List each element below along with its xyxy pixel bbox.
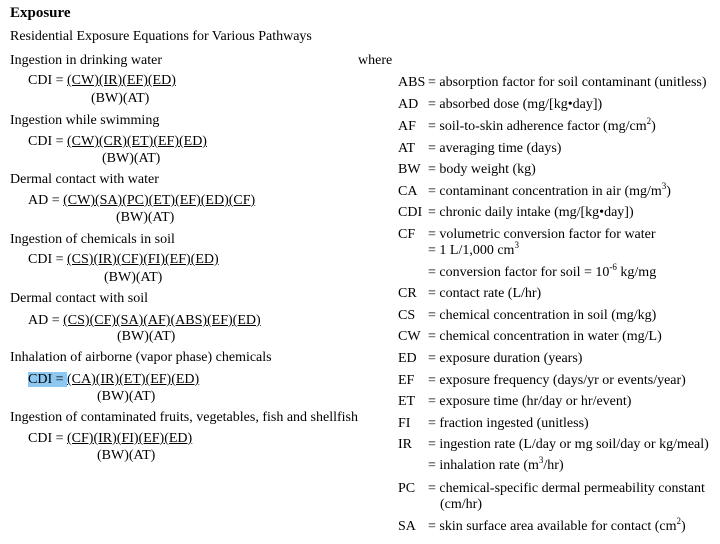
- def-abbr: ED: [398, 351, 417, 366]
- eq-formula: [28, 252, 219, 268]
- def-text: [428, 516, 686, 535]
- def-abbr: CW: [398, 329, 421, 344]
- eq-numerator: (CW)(IR)(EF)(ED): [67, 73, 176, 88]
- def-text: = absorption factor for soil contaminant (unitless): [428, 75, 707, 90]
- def-text: [428, 455, 564, 474]
- eq-label: Dermal contact with soil: [10, 291, 149, 306]
- eq-label: Ingestion of chemicals in soil: [10, 232, 175, 247]
- def-text-line2: [428, 240, 519, 259]
- eq-lhs: CDI =: [28, 134, 68, 149]
- eq-label: Inhalation of airborne (vapor phase) chemicals: [10, 350, 272, 365]
- eq-lhs: AD =: [28, 313, 64, 328]
- def-abbr: AT: [398, 141, 416, 156]
- eq-numerator: (CF)(IR)(FI)(EF)(ED): [67, 431, 193, 446]
- eq-denominator: (BW)(AT): [91, 91, 150, 106]
- eq-denominator: (BW)(AT): [117, 329, 176, 344]
- eq-denominator: (BW)(AT): [104, 270, 163, 285]
- def-text-after: ): [651, 119, 656, 134]
- def-text-main: = inhalation rate (m: [428, 458, 539, 473]
- def-text-main: = soil-to-skin adherence factor (mg/cm: [428, 119, 647, 134]
- def-text-line2-main: = 1 L/1,000 cm: [428, 243, 515, 258]
- eq-formula: [28, 431, 192, 447]
- def-text: [428, 116, 656, 135]
- def-text-after: /hr): [543, 458, 564, 473]
- eq-formula: [28, 73, 176, 89]
- eq-lhs: CDI =: [28, 73, 68, 88]
- def-text: = ingestion rate (L/day or mg soil/day or kg/meal): [428, 437, 709, 452]
- def-text: = volumetric conversion factor for water: [428, 227, 656, 242]
- where-label: where: [358, 53, 393, 68]
- def-text: = chemical-specific dermal permeability constant: [428, 481, 705, 496]
- def-abbr: CDI: [398, 205, 423, 220]
- eq-numerator: (CS)(CF)(SA)(AF)(ABS)(EF)(ED): [63, 313, 261, 328]
- def-text: = chemical concentration in soil (mg/kg): [428, 308, 657, 323]
- def-text-main: = contaminant concentration in air (mg/m: [428, 184, 662, 199]
- def-sup: 3: [661, 181, 667, 191]
- eq-denominator: (BW)(AT): [97, 389, 156, 404]
- def-abbr: CA: [398, 184, 418, 199]
- def-text: = averaging time (days): [428, 141, 562, 156]
- def-text: = chemical concentration in water (mg/L): [428, 329, 662, 344]
- def-sup: -6: [609, 262, 617, 272]
- def-abbr: CR: [398, 286, 417, 301]
- eq-formula: [28, 313, 261, 329]
- eq-denominator: (BW)(AT): [97, 448, 156, 463]
- section-heading: Exposure: [10, 5, 71, 21]
- def-text: = exposure duration (years): [428, 351, 583, 366]
- eq-numerator: (CA)(IR)(ET)(EF)(ED): [67, 372, 200, 387]
- section-subheading: Residential Exposure Equations for Various Pathways: [10, 29, 312, 44]
- def-abbr: CS: [398, 308, 416, 323]
- def-abbr: AD: [398, 97, 419, 112]
- eq-numerator: (CW)(CR)(ET)(EF)(ED): [67, 134, 207, 149]
- def-sup: 3: [514, 240, 519, 250]
- eq-numerator: (CS)(IR)(CF)(FI)(EF)(ED): [67, 252, 219, 267]
- def-text-main: = conversion factor for soil = 10: [428, 265, 610, 280]
- def-text: = chronic daily intake (mg/[kg•day]): [428, 205, 634, 220]
- eq-formula: [28, 372, 199, 388]
- def-abbr: ABS: [398, 75, 426, 90]
- def-sup: 2: [676, 516, 681, 526]
- def-text-line2: (cm/hr): [440, 497, 482, 512]
- eq-label: Ingestion while swimming: [10, 113, 160, 128]
- def-text: = absorbed dose (mg/[kg•day]): [428, 97, 603, 112]
- def-text: = exposure frequency (days/yr or events/year): [428, 373, 686, 388]
- def-text-after: ): [681, 519, 686, 534]
- eq-numerator: (CW)(SA)(PC)(ET)(EF)(ED)(CF): [63, 193, 256, 208]
- def-text-after: ): [666, 184, 671, 199]
- def-sup: 3: [538, 455, 544, 465]
- eq-lhs-highlighted: CDI =: [28, 372, 68, 387]
- def-sup: 2: [646, 116, 652, 126]
- eq-formula: [28, 134, 207, 150]
- def-abbr: ET: [398, 394, 416, 409]
- def-text-after: kg/mg: [616, 265, 657, 280]
- def-text: = fraction ingested (unitless): [428, 416, 589, 431]
- eq-denominator: (BW)(AT): [116, 210, 175, 225]
- def-text: [428, 181, 671, 200]
- eq-label: Ingestion in drinking water: [10, 53, 163, 68]
- eq-formula: [28, 193, 255, 209]
- eq-label: Dermal contact with water: [10, 172, 159, 187]
- def-abbr: EF: [398, 373, 415, 388]
- eq-denominator: (BW)(AT): [102, 151, 161, 166]
- def-text: [428, 262, 657, 281]
- def-abbr: FI: [398, 416, 411, 431]
- def-abbr: CF: [398, 227, 416, 242]
- eq-lhs: AD =: [28, 193, 64, 208]
- eq-lhs: CDI =: [28, 431, 68, 446]
- def-abbr: IR: [398, 437, 412, 452]
- eq-label: Ingestion of contaminated fruits, vegetables, fish and shellfish: [10, 410, 358, 425]
- def-abbr: PC: [398, 481, 416, 496]
- def-text: = contact rate (L/hr): [428, 286, 542, 301]
- def-abbr: SA: [398, 519, 416, 534]
- def-text: = body weight (kg): [428, 162, 536, 177]
- eq-lhs: CDI =: [28, 252, 68, 267]
- def-text-main: = skin surface area available for contact (cm: [428, 519, 677, 534]
- def-text: = exposure time (hr/day or hr/event): [428, 394, 632, 409]
- def-abbr: AF: [398, 119, 416, 134]
- def-abbr: BW: [398, 162, 421, 177]
